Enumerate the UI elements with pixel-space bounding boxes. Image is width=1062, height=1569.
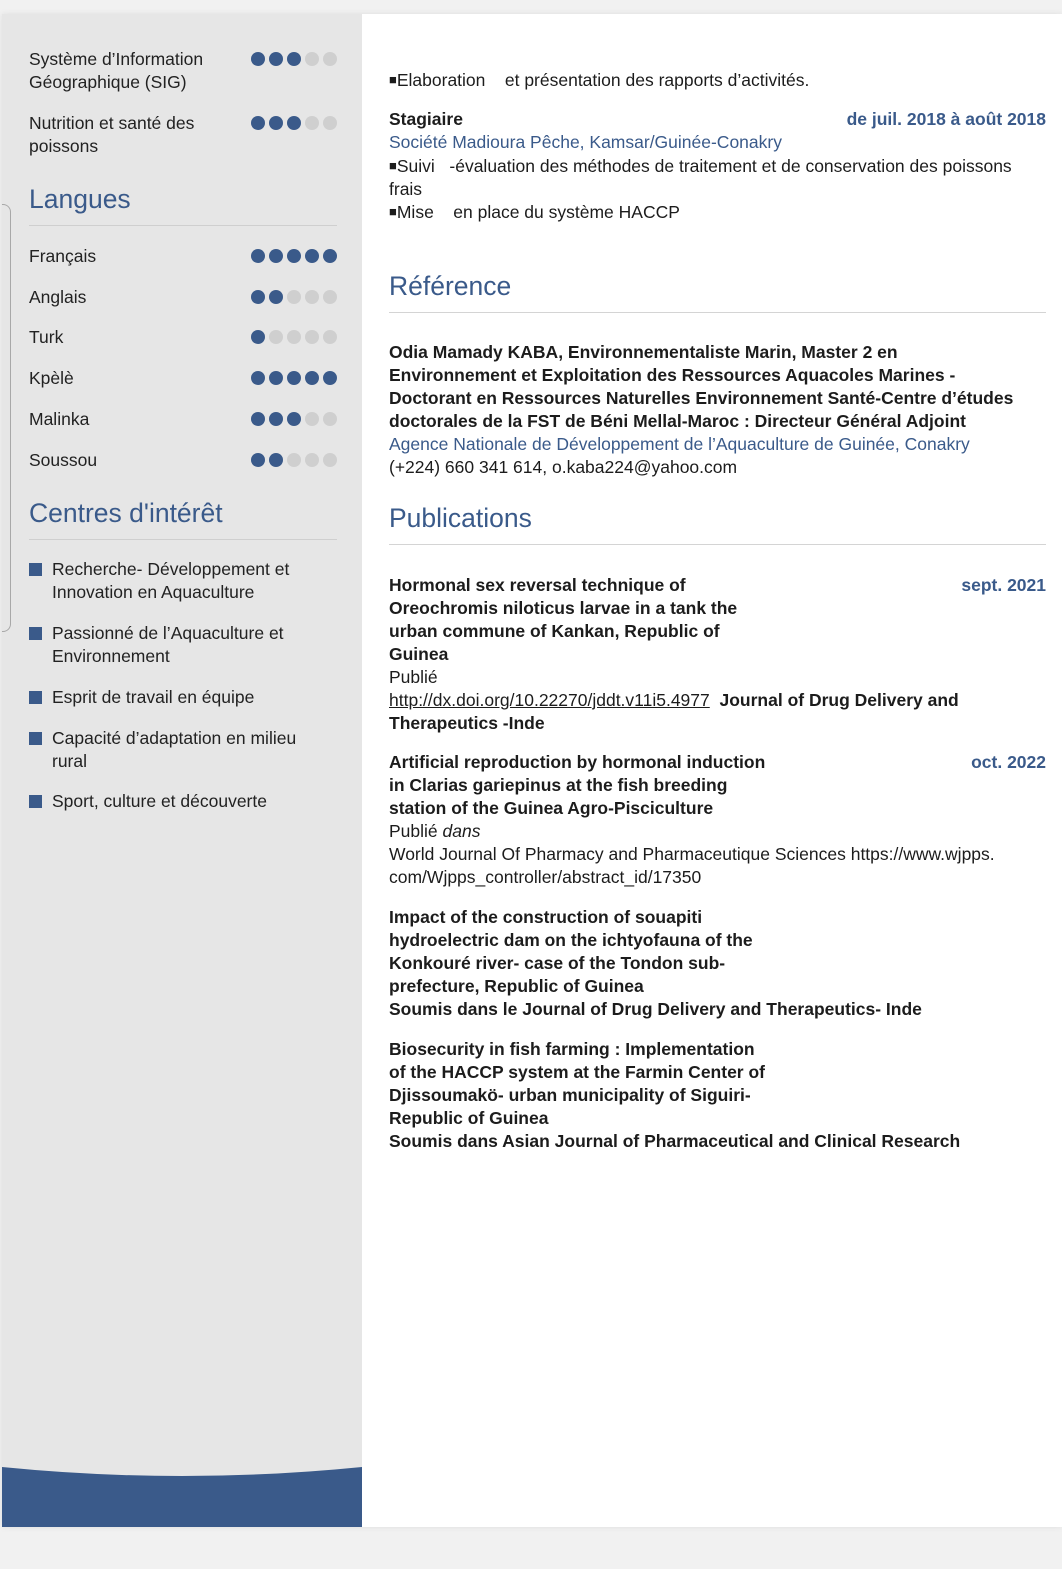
- languages-heading: Langues: [29, 184, 337, 226]
- rating-dot-empty: [287, 453, 301, 467]
- square-bullet-icon: ■: [389, 72, 397, 87]
- square-bullet-icon: [29, 627, 42, 640]
- skill-label: Nutrition et santé des poissons: [29, 113, 195, 156]
- skill-label: Système d’Information Géographique (SIG): [29, 49, 204, 92]
- rating-dot-filled: [251, 249, 265, 263]
- rating-dot-filled: [269, 453, 283, 467]
- language-rating: [251, 449, 337, 467]
- experience-bullet: ■Mise en place du système HACCP: [389, 202, 680, 222]
- job-company: Société Madioura Pêche, Kamsar/Guinée-Conakry: [389, 132, 782, 152]
- interest-item: [29, 686, 319, 709]
- rating-dot-filled: [323, 249, 337, 263]
- square-bullet-icon: [29, 691, 42, 704]
- square-bullet-icon: [29, 795, 42, 808]
- rating-dot-empty: [323, 116, 337, 130]
- rating-dot-filled: [269, 290, 283, 304]
- interest-item: [29, 558, 319, 604]
- skill-row-sig: [29, 48, 337, 94]
- reference-organization: Agence Nationale de Développement de l’Aquaculture de Guinée, Conakry: [389, 434, 970, 454]
- reference-heading: Référence: [389, 271, 1046, 313]
- language-label: Soussou: [29, 450, 98, 470]
- rating-dot-filled: [269, 412, 283, 426]
- rating-dot-empty: [323, 52, 337, 66]
- publication-doi-link[interactable]: http://dx.doi.org/10.22270/jddt.v11i5.4977: [389, 690, 710, 710]
- publication-status: Soumis dans le Journal of Drug Delivery and Therapeutics- Inde: [389, 999, 922, 1019]
- rating-dot-filled: [251, 371, 265, 385]
- rating-dot-filled: [269, 249, 283, 263]
- rating-dot-filled: [287, 52, 301, 66]
- rating-dot-filled: [251, 52, 265, 66]
- publication-title: Hormonal sex reversal technique of Oreochromis niloticus larvae in a tank the urban commune of Kankan, Republic of Guinea: [389, 575, 738, 664]
- rating-dot-empty: [305, 453, 319, 467]
- language-label: Kpèlè: [29, 368, 74, 388]
- language-label: Français: [29, 246, 97, 266]
- square-bullet-icon: ■: [389, 158, 397, 173]
- publication-entry: Impact of the construction of souapiti hydroelectric dam on the ichtyofauna of the Konkouré river- case of the Tondon sub- prefecture, Republic of Guinea Soumis dans le Journal of Drug Delivery and Therapeutics- Inde: [389, 906, 1049, 1021]
- rating-dot-filled: [251, 412, 265, 426]
- skill-rating: [251, 112, 337, 130]
- rating-dot-filled: [287, 371, 301, 385]
- rating-dot-filled: [251, 290, 265, 304]
- resume-page: [2, 14, 1062, 1527]
- publication-source: World Journal Of Pharmacy and Pharmaceutique Sciences https://www.wjpps. com/Wjpps_controller/abstract_id/17350: [389, 844, 995, 887]
- language-rating: [251, 326, 337, 344]
- language-row: [29, 449, 337, 472]
- interest-item: [29, 790, 319, 813]
- language-row: [29, 286, 337, 309]
- interest-item: [29, 727, 319, 773]
- experience-bullet: ■Suivi -évaluation des méthodes de traitement et de conservation des poissons frais: [389, 156, 1012, 199]
- rating-dot-filled: [251, 453, 265, 467]
- rating-dot-filled: [269, 116, 283, 130]
- reference-name: Odia Mamady KABA, Environnementaliste Marin, Master 2 en Environnement et Exploitation des Ressources Aquacoles Marines - Doctorant en Ressources Naturelles Environnement Santé-Centre d’études doctorales de la FST de Béni Mellal-Maroc : Directeur Général Adjoint: [389, 342, 1014, 431]
- square-bullet-icon: [29, 563, 42, 576]
- rating-dot-filled: [251, 116, 265, 130]
- skill-row-nutrition: [29, 112, 337, 158]
- sidebar-footer-wave: [2, 1467, 362, 1527]
- rating-dot-empty: [323, 330, 337, 344]
- rating-dot-filled: [287, 116, 301, 130]
- language-rating: [251, 245, 337, 263]
- rating-dot-empty: [305, 116, 319, 130]
- sidebar: [2, 14, 362, 1527]
- rating-dot-empty: [287, 290, 301, 304]
- main-content: [362, 14, 1062, 1527]
- interest-item: [29, 622, 319, 668]
- rating-dot-filled: [251, 330, 265, 344]
- rating-dot-filled: [269, 371, 283, 385]
- rating-dot-empty: [305, 290, 319, 304]
- interest-label: Recherche- Développement et Innovation en Aquaculture: [52, 559, 290, 602]
- rating-dot-filled: [305, 371, 319, 385]
- interest-label: Esprit de travail en équipe: [52, 687, 255, 707]
- language-rating: [251, 408, 337, 426]
- job-title: Stagiaire: [389, 109, 463, 129]
- rating-dot-filled: [269, 52, 283, 66]
- language-row: [29, 245, 337, 268]
- publication-status: Publié dans: [389, 821, 481, 841]
- square-bullet-icon: ■: [389, 204, 397, 219]
- sidebar-edge-handle: [2, 204, 11, 632]
- language-label: Turk: [29, 327, 64, 347]
- language-row: [29, 326, 337, 349]
- publication-title: Artificial reproduction by hormonal induction in Clarias gariepinus at the fish breeding station of the Guinea Agro-Pisciculture: [389, 752, 766, 818]
- publication-status: Publié: [389, 667, 438, 687]
- interests-heading: Centres d'intérêt: [29, 498, 337, 540]
- language-label: Anglais: [29, 287, 87, 307]
- rating-dot-filled: [287, 249, 301, 263]
- publication-date: sept. 2021: [961, 575, 1046, 595]
- job-date: de juil. 2018 à août 2018: [846, 109, 1046, 129]
- language-rating: [251, 286, 337, 304]
- language-label: Malinka: [29, 409, 90, 429]
- square-bullet-icon: [29, 732, 42, 745]
- reference-contact: (+224) 660 341 614, o.kaba224@yahoo.com: [389, 457, 738, 477]
- interest-label: Capacité d’adaptation en milieu rural: [52, 728, 297, 771]
- publication-entry: Biosecurity in fish farming : Implementation of the HACCP system at the Farmin Center of Djissoumakö- urban municipality of Siguiri- Republic of Guinea Soumis dans Asian Journal of Pharmaceutical and Clinical Research: [389, 1038, 1049, 1153]
- language-row: [29, 408, 337, 431]
- rating-dot-empty: [323, 290, 337, 304]
- interest-label: Sport, culture et découverte: [52, 791, 267, 811]
- rating-dot-empty: [323, 453, 337, 467]
- interest-label: Passionné de l’Aquaculture et Environnement: [52, 623, 284, 666]
- experience-bullet: ■Elaboration et présentation des rapports d’activités.: [389, 70, 810, 90]
- rating-dot-empty: [269, 330, 283, 344]
- rating-dot-empty: [305, 330, 319, 344]
- rating-dot-filled: [287, 412, 301, 426]
- rating-dot-filled: [305, 249, 319, 263]
- rating-dot-filled: [323, 371, 337, 385]
- publication-status: Soumis dans Asian Journal of Pharmaceutical and Clinical Research: [389, 1131, 961, 1151]
- skill-rating: [251, 48, 337, 66]
- rating-dot-empty: [305, 412, 319, 426]
- rating-dot-empty: [287, 330, 301, 344]
- publication-date: oct. 2022: [971, 752, 1046, 772]
- publications-heading: Publications: [389, 503, 1046, 545]
- language-row: [29, 367, 337, 390]
- language-rating: [251, 367, 337, 385]
- rating-dot-empty: [323, 412, 337, 426]
- publication-source: http://dx.doi.org/10.22270/jddt.v11i5.4977 Journal of Drug Delivery and Therapeutics -Inde: [389, 690, 959, 733]
- rating-dot-empty: [305, 52, 319, 66]
